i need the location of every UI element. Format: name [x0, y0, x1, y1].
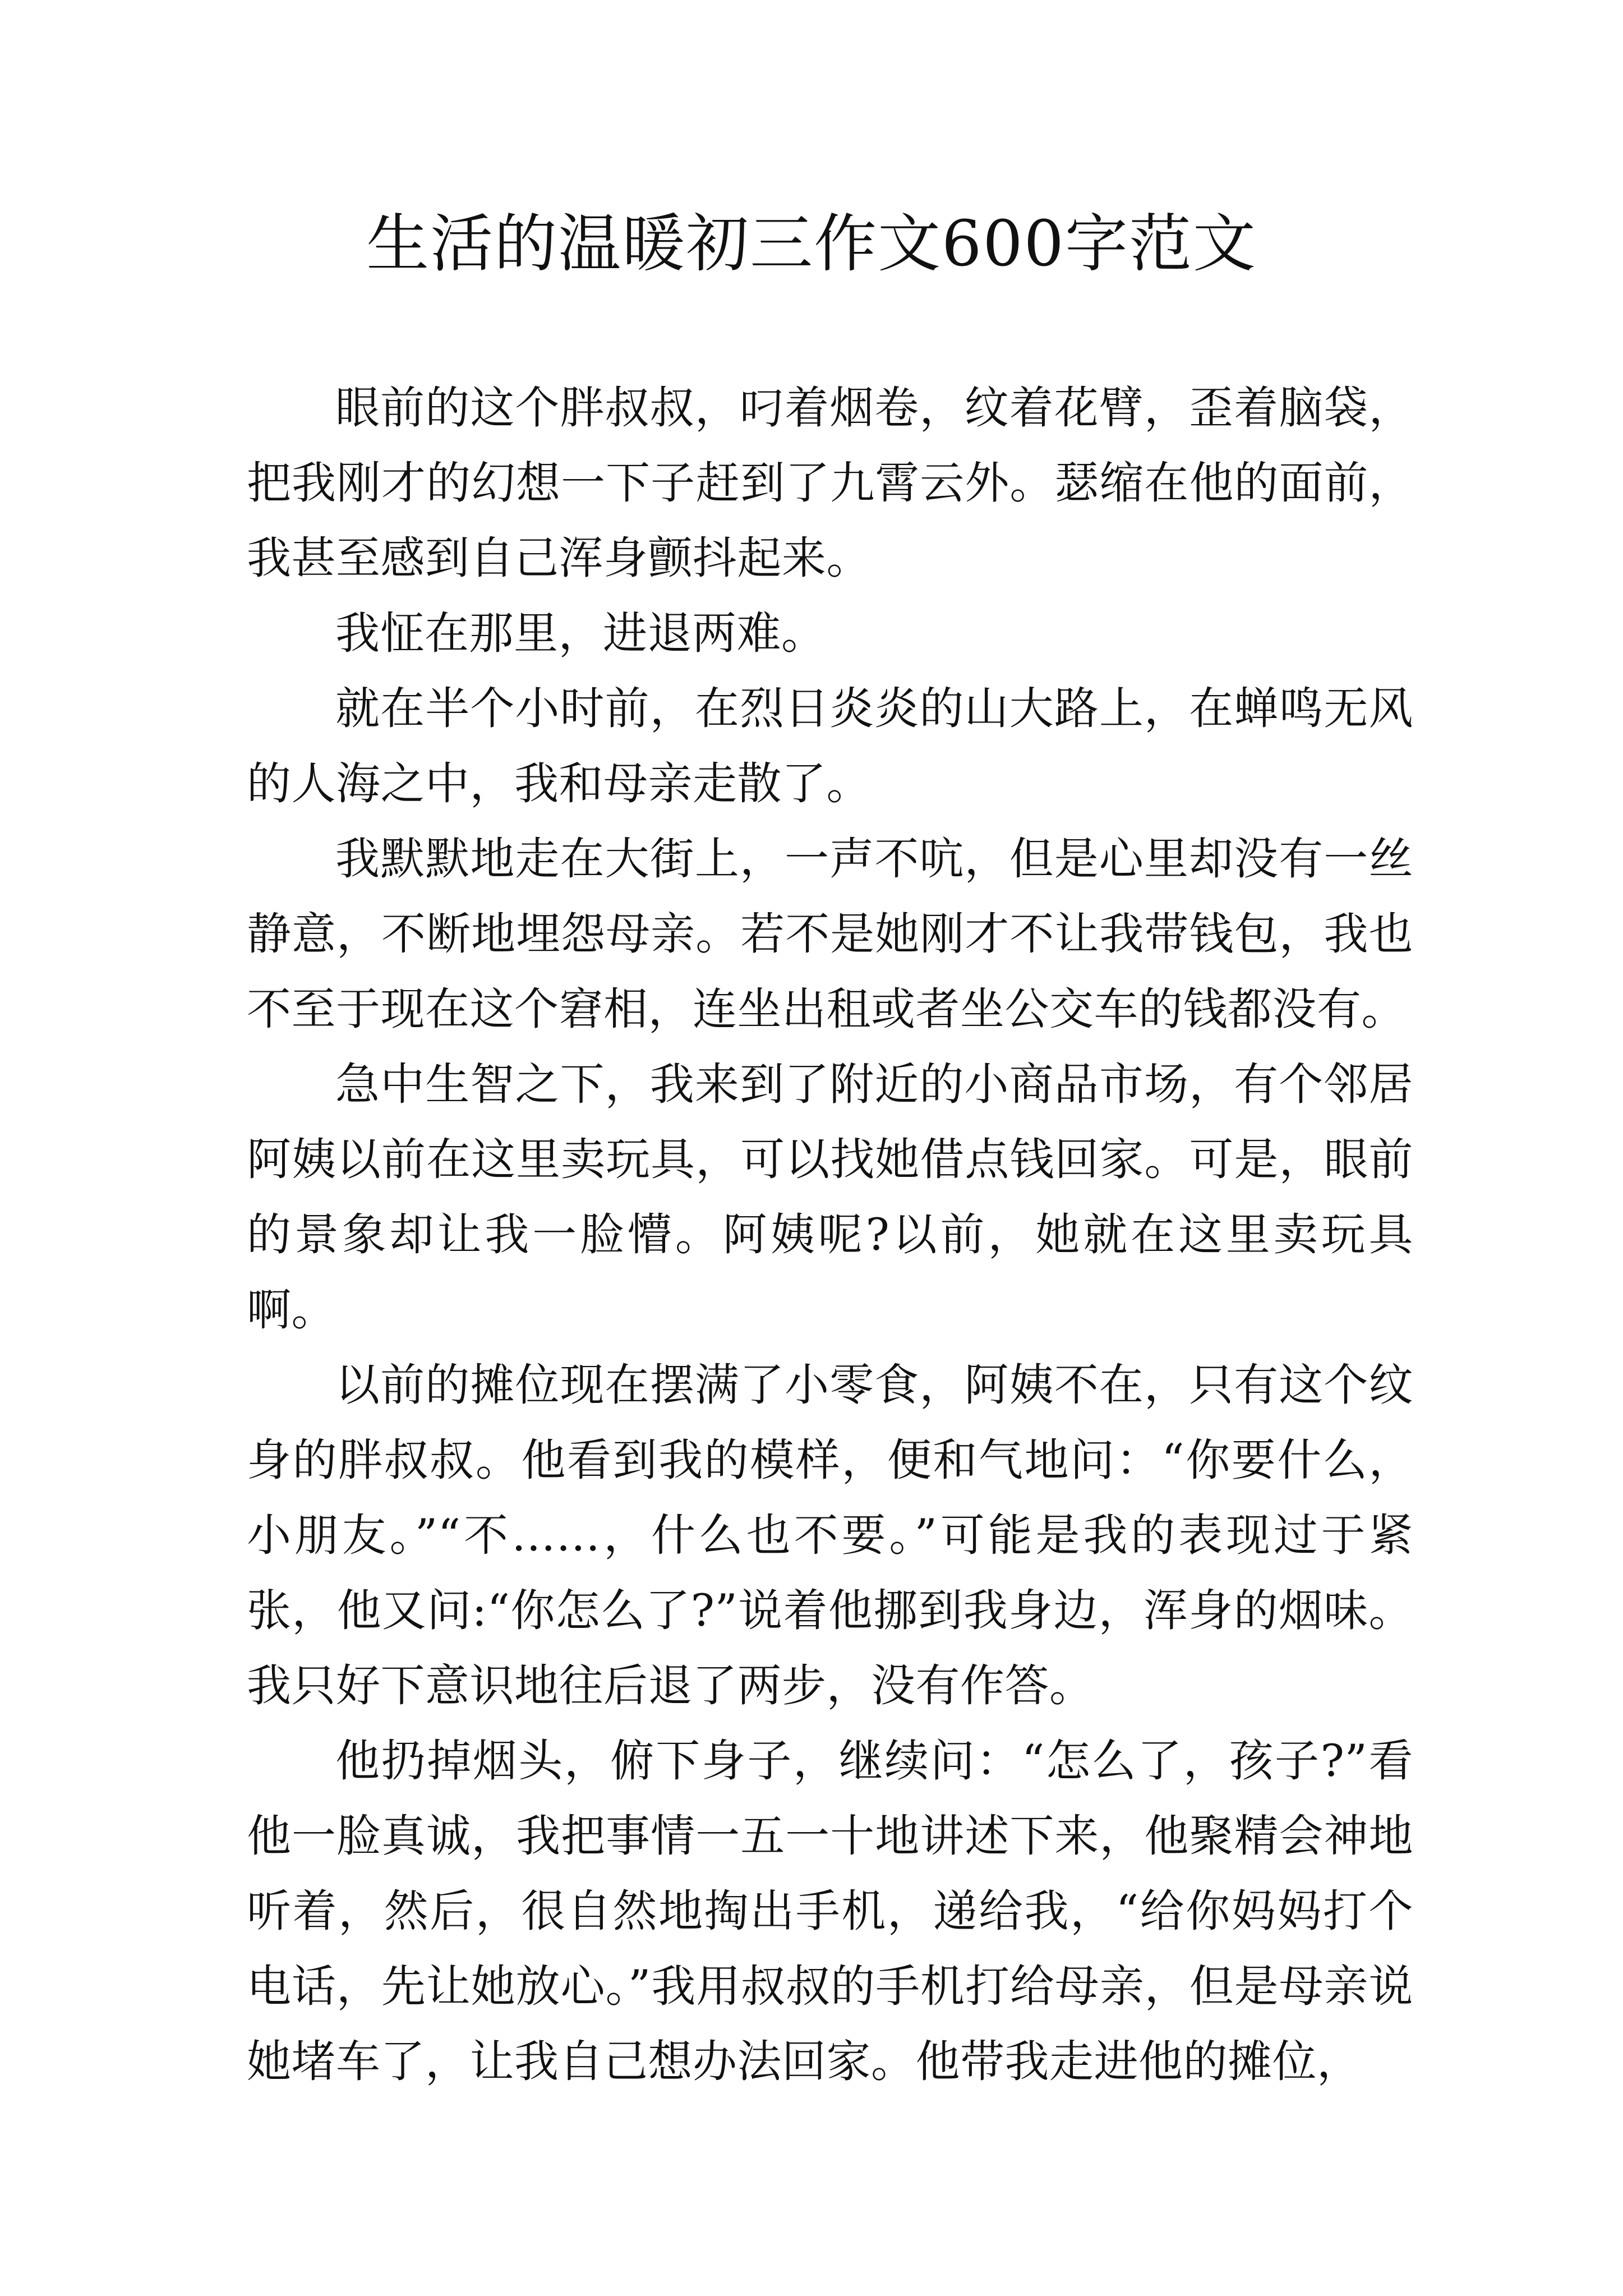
paragraph: 就在半个小时前，在烈日炎炎的山大路上，在蝉鸣无风的人海之中，我和母亲走散了。: [247, 683, 1413, 809]
paragraph: 我怔在那里，进退两难。: [335, 608, 826, 659]
paragraph: 以前的摊位现在摆满了小零食，阿姨不在，只有这个纹身的胖叔叔。他看到我的模样，便和气地问：“你要什么，小朋友。”“不……，什么也不要。”可能是我的表现过于紧张，他又问:“你怎么了?”说着他挪到我身边，浑身的烟味。我只好下意识地往后退了两步，没有作答。: [247, 1359, 1413, 1711]
paragraph: 我默默地走在大街上，一声不吭，但是心里却没有一丝静意，不断地埋怨母亲。若不是她刚才不让我带钱包，我也不至于现在这个窘相，连坐出租或者坐公交车的钱都没有。: [247, 833, 1413, 1035]
paragraph: 他扔掉烟头，俯下身子，继续问：“怎么了，孩子?”看他一脸真诚，我把事情一五一十地讲述下来，他聚精会神地听着，然后，很自然地掏出手机，递给我，“给你妈妈打个电话，先让她放心。”我用叔叔的手机打给母亲，但是母亲说她堵车了，让我自己想办法回家。他带我走进他的摊位，: [247, 1735, 1413, 2087]
paragraph: 眼前的这个胖叔叔，叼着烟卷，纹着花臂，歪着脑袋，把我刚才的幻想一下子赶到了九霄云外。瑟缩在他的面前，我甚至感到自己浑身颤抖起来。: [247, 382, 1413, 584]
document-body: [247, 370, 1413, 2099]
document-title: 生活的温暖初三作文600字范文: [366, 208, 1257, 280]
paragraph: 急中生智之下，我来到了附近的小商品市场，有个邻居阿姨以前在这里卖玩具，可以找她借点钱回家。可是，眼前的景象却让我一脸懵。阿姨呢?以前，她就在这里卖玩具啊。: [247, 1059, 1413, 1336]
